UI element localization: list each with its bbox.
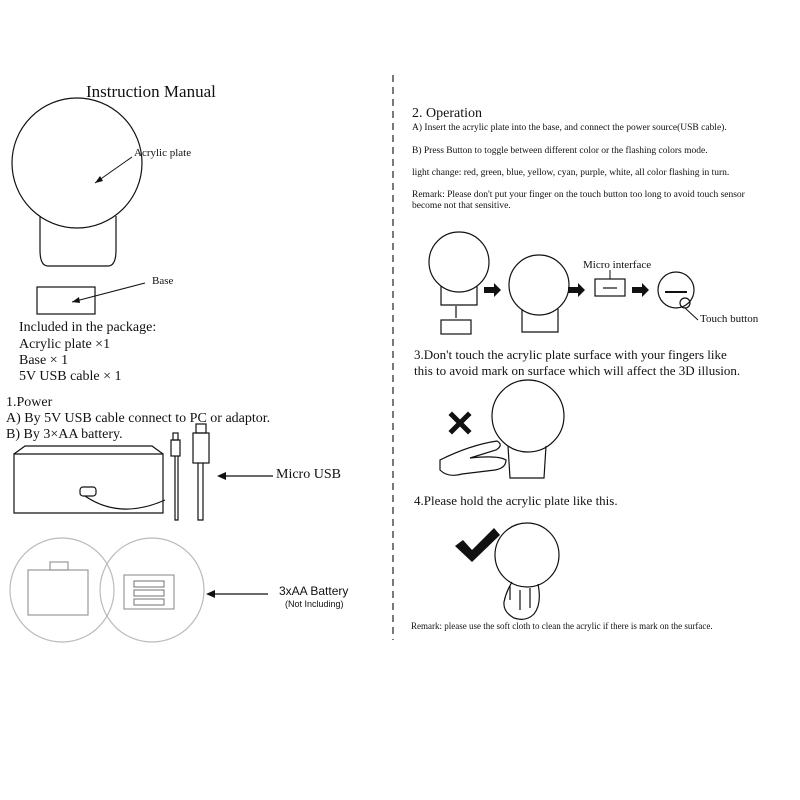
wrong-x-icon (452, 415, 468, 431)
power-heading: 1.Power (6, 395, 53, 410)
step3-text-line1: 3.Don't touch the acrylic plate surface with your fingers like (414, 347, 727, 362)
power-option-b: B) By 3×AA battery. (6, 427, 123, 442)
step3-text-line2: this to avoid mark on surface which will affect the 3D illusion. (414, 363, 741, 378)
arrow-icon (484, 283, 501, 297)
package-item: Base × 1 (19, 353, 69, 368)
battery-compartment-diagram (10, 538, 204, 642)
operation-step-a: A) Insert the acrylic plate into the base, and connect the power source(USB cable). (412, 123, 727, 133)
light-change-text: light change: red, green, blue, yellow, cyan, purple, white, all color flashing in turn. (412, 168, 730, 178)
operation-heading: 2. Operation (412, 106, 482, 121)
touch-button-label: Touch button (700, 313, 759, 325)
base-pointer (72, 283, 145, 302)
page-title: Instruction Manual (86, 82, 216, 101)
operation-remark-line1: Remark: Please don't put your finger on the touch button too long to avoid touch sensor (412, 190, 745, 200)
operation-remark-line2: become not that sensitive. (412, 201, 511, 211)
battery-note: (Not Including) (285, 599, 344, 609)
arrow-icon (568, 283, 585, 297)
acrylic-plate-diagram (12, 98, 142, 266)
step4-text: 4.Please hold the acrylic plate like this. (414, 493, 618, 508)
package-item: 5V USB cable × 1 (19, 369, 122, 384)
operation-sequence-diagram (429, 232, 694, 334)
touching-hand-diagram (440, 380, 564, 478)
power-option-a: A) By 5V USB cable connect to PC or adaptor. (6, 411, 271, 426)
base-diagram (37, 287, 95, 314)
check-mark-icon (455, 528, 500, 562)
touch-button-pointer (685, 308, 698, 320)
battery-label: 3xAA Battery (279, 584, 349, 598)
micro-usb-label: Micro USB (276, 467, 341, 482)
micro-interface-label: Micro interface (583, 259, 652, 271)
package-heading: Included in the package: (19, 320, 157, 335)
cleaning-remark: Remark: please use the soft cloth to clean the acrylic if there is mark on the surface. (411, 621, 713, 631)
package-item: Acrylic plate ×1 (19, 337, 111, 352)
power-box-diagram (14, 446, 163, 513)
holding-hand-diagram (495, 523, 559, 619)
base-label: Base (152, 275, 174, 287)
arrow-icon (632, 283, 649, 297)
operation-step-b: B) Press Button to toggle between different color or the flashing colors mode. (412, 146, 708, 156)
acrylic-plate-label: Acrylic plate (134, 147, 192, 159)
